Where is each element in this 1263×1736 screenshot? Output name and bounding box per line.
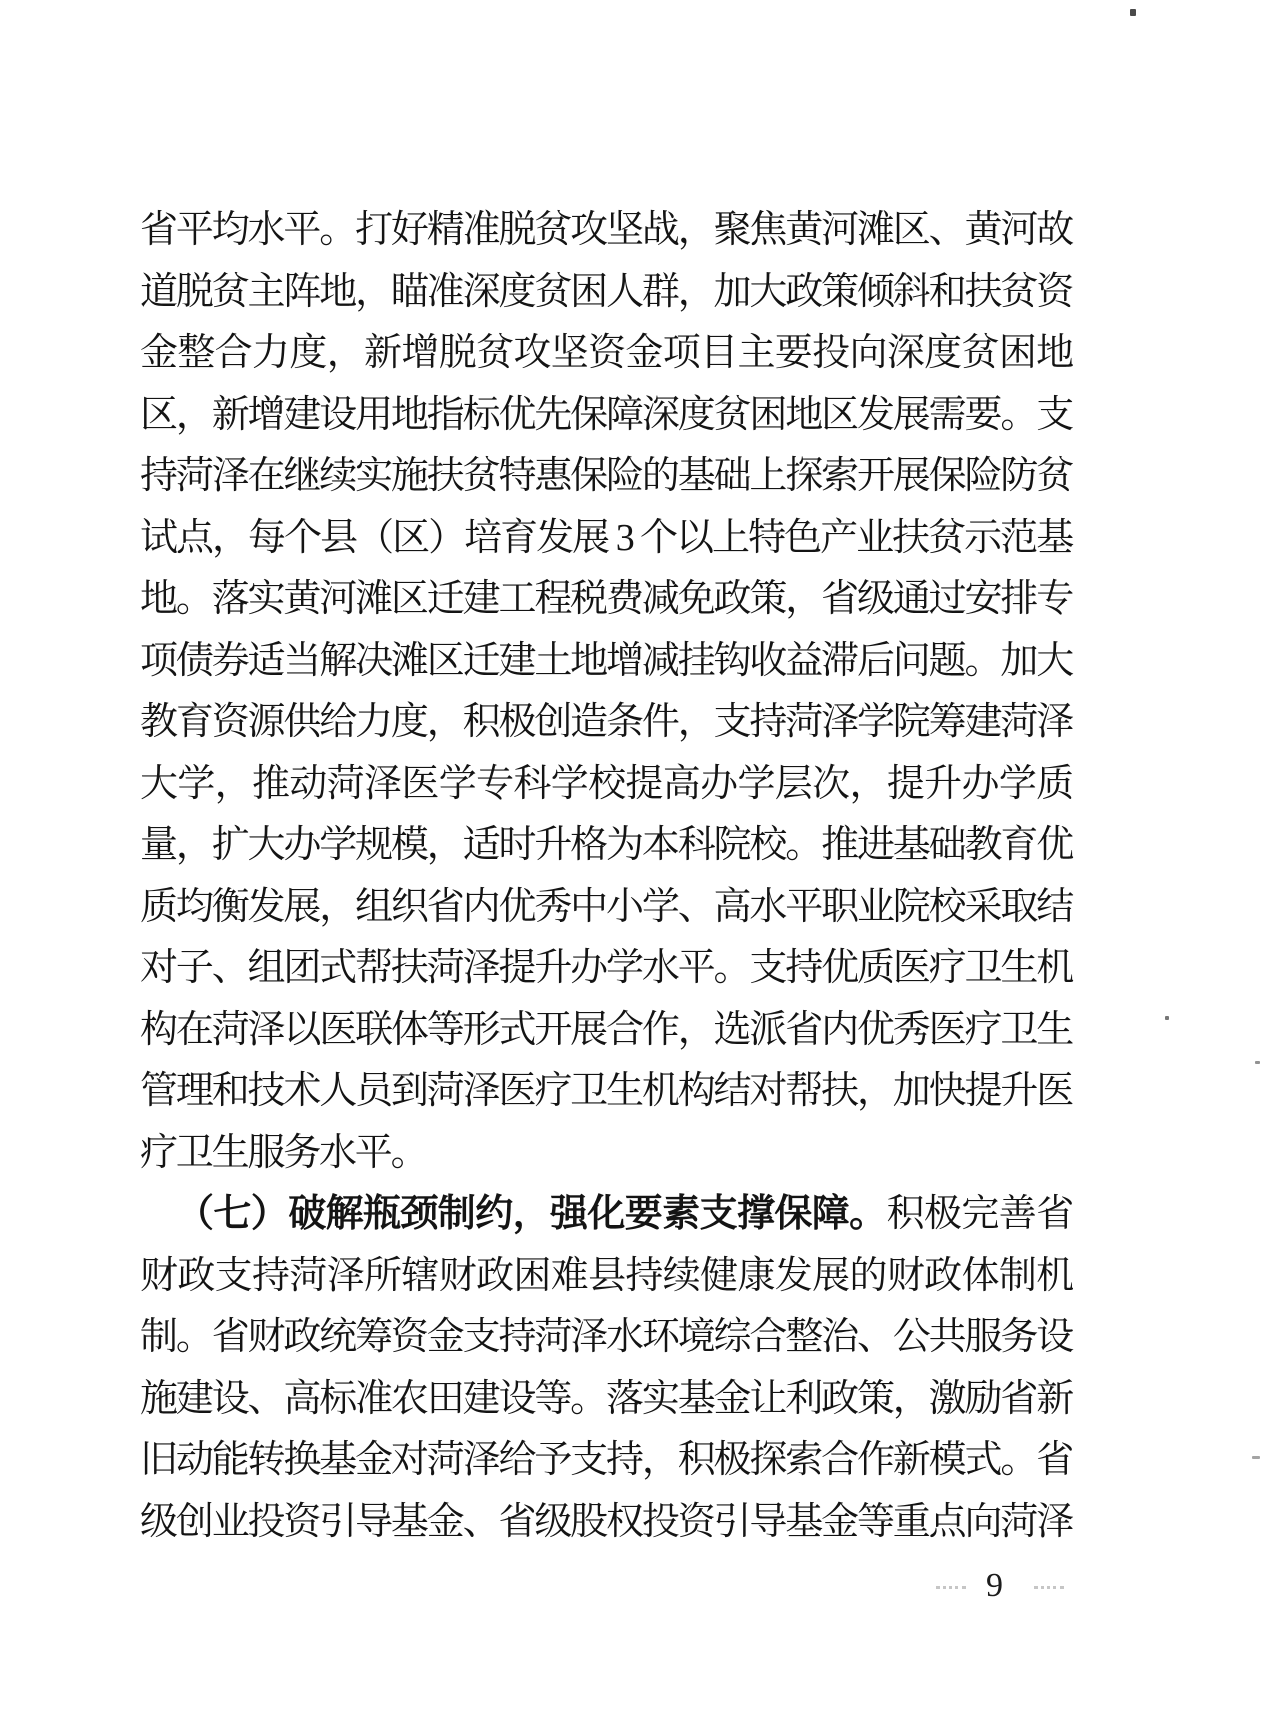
body-line	[140, 877, 1072, 939]
body-line	[140, 1307, 1072, 1369]
text-segment: 财政支持菏泽所辖财政困难县持续健康发展的财政体制机	[140, 1254, 1072, 1297]
text-segment: 区，新增建设用地指标优先保障深度贫困地区发展需要。支	[140, 393, 1072, 436]
body-line	[140, 262, 1072, 324]
text-segment: 地。落实黄河滩区迁建工程税费减免政策，省级通过安排专	[140, 578, 1072, 620]
text-segment: 量，扩大办学规模，适时升格为本科院校。推进基础教育优	[140, 824, 1072, 866]
body-line	[140, 754, 1072, 816]
text-segment: 省平均水平。打好精准脱贫攻坚战，聚焦黄河滩区、黄河故	[140, 209, 1072, 251]
body-line	[140, 446, 1072, 508]
text-segment: 金整合力度，新增脱贫攻坚资金项目主要投向深度贫困地	[140, 332, 1072, 374]
page-number: 9	[986, 1567, 1003, 1604]
scan-speck	[1130, 9, 1136, 16]
footer-dash-right	[1034, 1586, 1064, 1589]
text-segment: 旧动能转换基金对菏泽给予支持，积极探索合作新模式。省	[140, 1439, 1072, 1481]
text-segment: 级创业投资引导基金、省级股权投资引导基金等重点向菏泽	[140, 1500, 1072, 1543]
text-segment: 对子、组团式帮扶菏泽提升办学水平。支持优质医疗卫生机	[140, 947, 1072, 989]
bold-heading-segment: （七）破解瓶颈制约，强化要素支撑保障。	[176, 1193, 887, 1235]
text-segment: 质均衡发展，组织省内优秀中小学、高水平职业院校采取结	[140, 885, 1072, 928]
body-line	[140, 815, 1072, 877]
scan-speck	[1255, 1061, 1260, 1064]
body-line	[140, 1369, 1072, 1431]
text-segment: 道脱贫主阵地，瞄准深度贫困人群，加大政策倾斜和扶贫资	[140, 270, 1072, 313]
body-line	[140, 1492, 1072, 1554]
text-segment: 构在菏泽以医联体等形式开展合作，选派省内优秀医疗卫生	[140, 1008, 1072, 1051]
text-segment: 项债券适当解决滩区迁建土地增减挂钩收益滞后问题。加大	[140, 639, 1072, 682]
text-segment: 积极完善省	[886, 1193, 1072, 1235]
scan-speck	[1165, 1016, 1169, 1020]
text-segment: 持菏泽在继续实施扶贫特惠保险的基础上探索开展保险防贫	[140, 455, 1072, 497]
body-line	[140, 1246, 1072, 1308]
body-line	[140, 200, 1072, 262]
text-block	[140, 200, 1072, 1553]
footer-dash-left	[936, 1586, 966, 1589]
text-segment: 教育资源供给力度，积极创造条件，支持菏泽学院筹建菏泽	[140, 701, 1072, 743]
body-line	[140, 323, 1072, 385]
text-segment: 大学，推动菏泽医学专科学校提高办学层次，提升办学质	[140, 762, 1072, 805]
body-line	[140, 631, 1072, 693]
body-line	[140, 569, 1072, 631]
body-line	[140, 1430, 1072, 1492]
text-segment: 施建设、高标准农田建设等。落实基金让利政策，激励省新	[140, 1377, 1072, 1420]
scan-speck	[1252, 1456, 1260, 1459]
body-line	[140, 938, 1072, 1000]
body-line	[140, 1123, 1072, 1185]
body-line	[140, 1061, 1072, 1123]
body-line	[140, 385, 1072, 447]
text-segment: 试点，每个县（区）培育发展 3 个以上特色产业扶贫示范基	[140, 516, 1072, 559]
body-line	[140, 1184, 1072, 1246]
body-line	[140, 1000, 1072, 1062]
body-line	[140, 508, 1072, 570]
text-segment: 疗卫生服务水平。	[140, 1131, 427, 1174]
text-segment: 制。省财政统筹资金支持菏泽水环境综合整治、公共服务设	[140, 1316, 1072, 1358]
body-line	[140, 692, 1072, 754]
page-footer	[930, 1566, 1070, 1610]
text-segment: 管理和技术人员到菏泽医疗卫生机构结对帮扶，加快提升医	[140, 1070, 1072, 1112]
